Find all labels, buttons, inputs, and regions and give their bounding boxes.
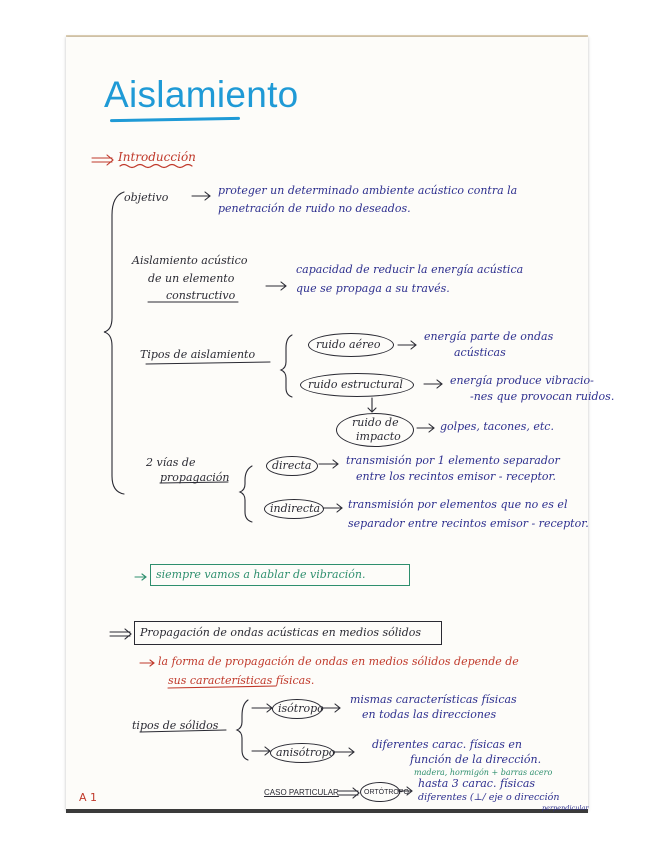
aisl-text-1: capacidad de reducir la energía acústica <box>296 263 524 276</box>
arrow-down <box>368 398 376 412</box>
indirecta-text-2: separador entre recintos emisor - receptor. <box>348 517 589 530</box>
vias-label-1: 2 vías de <box>146 456 196 469</box>
arrow-indirecta <box>323 504 342 512</box>
aereo-label: ruido aéreo <box>316 338 381 351</box>
green-note: madera, hormigón + barras acero <box>414 768 553 777</box>
page-number: A 1 <box>79 791 98 804</box>
anisotropo-text-2: función de la dirección. <box>410 753 542 766</box>
propagacion-heading: Propagación de ondas acústicas en medios sólidos <box>140 626 422 639</box>
directa-label: directa <box>272 459 312 472</box>
estructural-label: ruido estructural <box>308 378 403 391</box>
arrow-caso <box>338 788 359 798</box>
arrow-isotropo-2 <box>322 704 340 712</box>
arrow-aisl <box>266 282 286 290</box>
impacto-text: golpes, tacones, etc. <box>440 420 554 433</box>
estructural-text-1: energía produce vibracio- <box>450 374 594 387</box>
arrow-note <box>135 574 146 580</box>
red-note-1: la forma de propagación de ondas en medios sólidos depende de <box>158 655 519 668</box>
main-brace <box>104 192 124 494</box>
arrow-isotropo <box>252 704 272 712</box>
aereo-text-1: energía parte de ondas <box>424 330 554 343</box>
aisl-label-2: de un elemento <box>148 272 235 285</box>
indirecta-label: indirecta <box>270 502 321 515</box>
aereo-text-2: acústicas <box>454 346 506 359</box>
vias-label-2: propagación <box>160 471 230 484</box>
arrow-impacto <box>417 424 434 432</box>
arrow-objetivo <box>192 192 210 200</box>
ortotropo-label: ORTÓTROPO <box>364 789 409 796</box>
objetivo-label: objetivo <box>124 191 169 204</box>
estructural-text-2: -nes que provocan ruidos. <box>470 390 615 403</box>
arrow-aniso-2 <box>334 748 354 756</box>
anisotropo-text-1: diferentes carac. físicas en <box>372 738 522 751</box>
arrow-aereo <box>398 341 416 349</box>
arrow-estruct <box>424 380 442 388</box>
arrow-prop <box>110 629 131 639</box>
anisotropo-label: anisótropo <box>276 746 336 759</box>
arrow-red-note <box>140 660 154 666</box>
directa-text-2: entre los recintos emisor - receptor. <box>356 470 557 483</box>
intro-heading: Introducción <box>118 150 196 164</box>
solidos-brace <box>237 700 248 760</box>
vibration-note: siempre vamos a hablar de vibración. <box>156 568 366 581</box>
objetivo-text-2: penetración de ruido no deseados. <box>218 202 411 215</box>
tipos-brace <box>281 335 292 397</box>
isotropo-text-1: mismas características físicas <box>350 693 517 706</box>
impacto-label-2: impacto <box>356 430 401 443</box>
underline-tipos <box>146 362 270 364</box>
page-title: Aislamiento <box>104 74 299 115</box>
ortotropo-text-1: hasta 3 carac. físicas <box>418 777 536 790</box>
aisl-label-3: constructivo <box>166 289 236 302</box>
ortotropo-text-2: diferentes (⊥/ eje o dirección <box>418 792 560 803</box>
red-note-2: sus características físicas. <box>168 674 315 687</box>
objetivo-text-1: proteger un determinado ambiente acústico contra la <box>218 184 518 197</box>
aisl-text-2: que se propaga a su través. <box>296 282 450 295</box>
arrow-intro <box>92 155 113 165</box>
intro-squiggle <box>120 165 192 168</box>
vias-brace <box>240 466 252 522</box>
isotropo-label: isótropo <box>278 702 324 715</box>
directa-text-1: transmisión por 1 elemento separador <box>346 454 560 467</box>
ortotropo-text-3: perpendicular <box>542 804 589 812</box>
impacto-label-1: ruido de <box>352 416 399 429</box>
isotropo-text-2: en todas las direcciones <box>362 708 497 721</box>
arrow-aniso <box>252 747 270 755</box>
caso-particular: CASO PARTICULAR <box>264 788 339 797</box>
aisl-label-1: Aislamiento acústico <box>132 254 248 267</box>
tipos-label: Tipos de aislamiento <box>140 348 256 361</box>
arrow-directa <box>319 460 338 468</box>
tipos-solidos-label: tipos de sólidos <box>132 719 219 732</box>
indirecta-text-1: transmisión por elementos que no es el <box>348 498 568 511</box>
